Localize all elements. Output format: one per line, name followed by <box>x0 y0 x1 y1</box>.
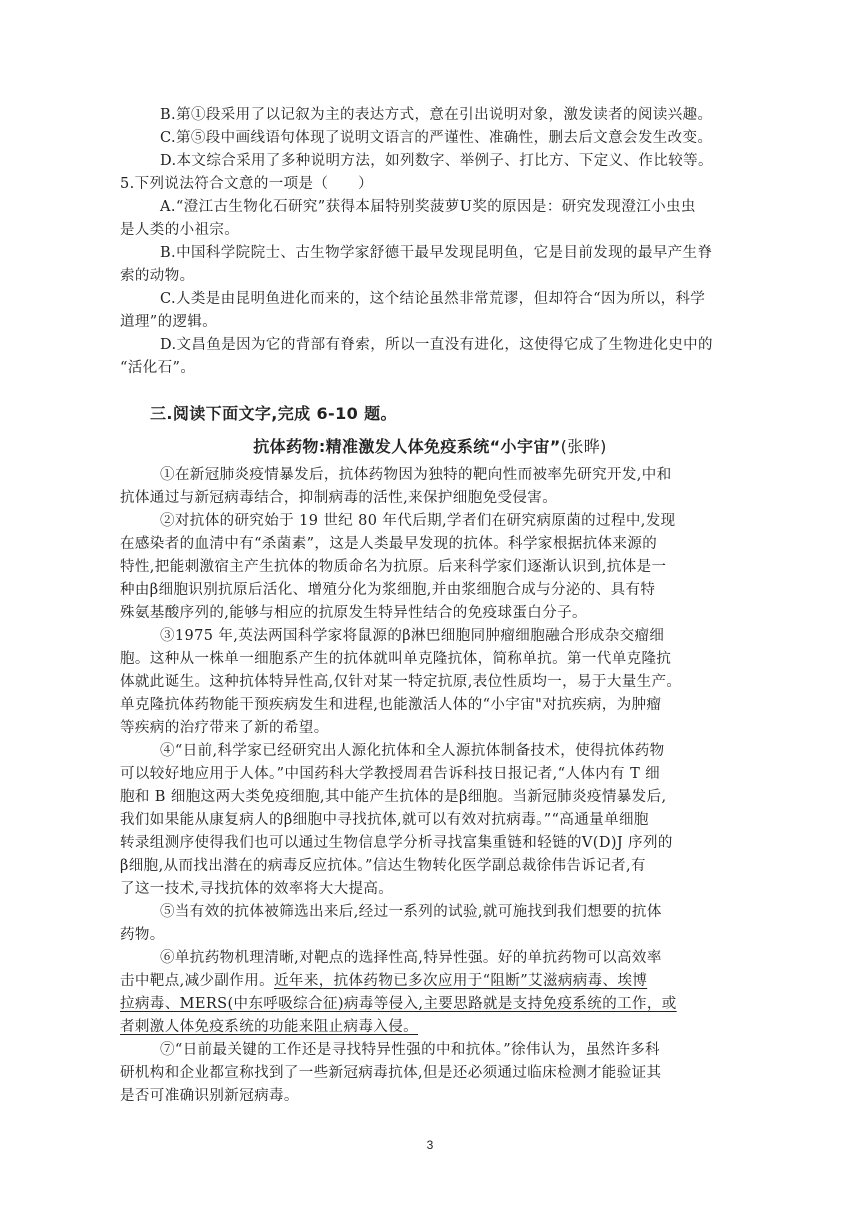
option-q5-c-line2: 道理”的逻辑。 <box>120 314 218 330</box>
article-author: (张晔) <box>560 437 607 456</box>
option-q5-d-line2: “活化石”。 <box>120 360 196 376</box>
option-q5-d-line1: D.文昌鱼是因为它的背部有脊索，所以一直没有进化，这使得它成了生物进化史中的 <box>160 337 713 353</box>
option-q4-b: B.第①段采用了以记叙为主的表达方式，意在引出说明对象，激发读者的阅读兴趣。 <box>160 107 713 123</box>
paragraph-line: 我们如果能从康复病人的β细胞中寻找抗体,就可以有效对抗病毒。”“高通量单细胞 <box>120 812 649 828</box>
paragraph-line: 胞和 B 细胞这两大类免疫细胞,其中能产生抗体的是β细胞。当新冠肺炎疫情暴发后, <box>120 789 667 805</box>
paragraph-line: 药物。 <box>120 927 165 943</box>
paragraph-line: 是否可准确识别新冠病毒。 <box>120 1088 299 1104</box>
option-q5-c-line1: C.人类是由昆明鱼进化而来的，这个结论虽然非常荒谬，但却符合“因为所以，科学 <box>160 291 706 307</box>
question-5-stem: 5.下列说法符合文意的一项是（ ） <box>120 176 374 192</box>
article-title-text: 抗体药物:精准激发人体免疫系统“小宇宙” <box>253 437 561 456</box>
option-q5-b-line2: 索的动物。 <box>120 268 195 284</box>
paragraph-line: ②对抗体的研究始于 19 世纪 80 年代后期,学者们在研究病原菌的过程中,发现 <box>160 513 676 529</box>
paragraph-line: 特性,把能刺激宿主产生抗体的物质命名为抗原。后来科学家们逐渐认识到,抗体是一 <box>120 559 667 575</box>
underlined-sentence: 拉病毒、MERS(中东呼吸综合征)病毒等侵入,主要思路就是支持免疫系统的工作，或 <box>120 996 677 1012</box>
paragraph-line: 种由β细胞识别抗原后活化、增殖分化为浆细胞,并由浆细胞合成与分泌的、具有特 <box>120 582 656 598</box>
paragraph-line: ①在新冠肺炎疫情暴发后，抗体药物因为独特的靶向性而被率先研究开发,中和 <box>160 467 672 483</box>
option-q4-d: D.本文综合采用了多种说明方法，如列数字、举例子、打比方、下定义、作比较等。 <box>160 153 713 169</box>
option-q4-c: C.第⑤段中画线语句体现了说明文语言的严谨性、准确性，删去后文意会发生改变。 <box>160 130 713 146</box>
underlined-sentence: 近年来，抗体药物已多次应用于“阻断”艾滋病病毒、埃博 <box>274 973 648 989</box>
option-q5-b-line1: B.中国科学院院士、古生物学家舒德干最早发现昆明鱼，它是目前发现的最早产生脊 <box>160 245 713 261</box>
paragraph-line: 转录组测序使得我们也可以通过生物信息学分析寻找富集重链和轻链的Ⅴ(D)J 序列的 <box>120 835 673 851</box>
paragraph-line: 胞。这种从一株单一细胞系产生的抗体就叫单克隆抗体，简称单抗。第一代单克隆抗 <box>120 651 672 667</box>
paragraph-line: β细胞,从而找出潜在的病毒反应抗体。”信达生物转化医学副总裁徐伟告诉记者,有 <box>120 858 646 874</box>
paragraph-line: 可以较好地应用于人体。”中国药科大学教授周君告诉科技日报记者,“人体内有 T 细 <box>120 766 661 782</box>
paragraph-line: ⑦“日前最关键的工作还是寻找特异性强的中和抗体。”徐伟认为，虽然许多科 <box>160 1042 661 1058</box>
article-title <box>0 436 860 458</box>
underlined-sentence: 者刺激人体免疫系统的功能来阻止病毒入侵。 <box>120 1019 418 1035</box>
paragraph-line: 单克隆抗体药物能干预疾病发生和进程,也能激活人体的“小宇宙"对抗疾病，为肿瘤 <box>120 697 662 713</box>
paragraph-line: ⑤当有效的抗体被筛选出来后,经过一系列的试验,就可施找到我们想要的抗体 <box>160 904 662 920</box>
paragraph-line: ③1975 年,英法两国科学家将鼠源的β淋巴细胞同肿瘤细胞融合形成杂交瘤细 <box>160 628 665 644</box>
paragraph-line: 体就此诞生。这种抗体特异性高,仅针对某一特定抗原,表位性质均一，易于大量生产。 <box>120 674 682 690</box>
paragraph-line: 在感染者的血清中有“杀菌素”，这是人类最早发现的抗体。科学家根据抗体来源的 <box>120 536 658 552</box>
option-q5-a-line1: A.“澄江古生物化石研究”获得本届特别奖菠萝U奖的原因是：研究发现澄江小虫虫 <box>160 199 696 215</box>
section-heading: 三.阅读下面文字,完成 6-10 题。 <box>150 404 397 423</box>
paragraph-text: 击中靶点,减少副作用。 <box>120 973 275 989</box>
paragraph-line <box>120 970 740 992</box>
paragraph-line: 研机构和企业都宣称找到了一些新冠病毒抗体,但是还必须通过临床检测才能验证其 <box>120 1065 662 1081</box>
option-q5-a-line2: 是人类的小祖宗。 <box>120 222 240 238</box>
paragraph-line: 殊氨基酸序列的,能够与相应的抗原发生特异性结合的免疫球蛋白分子。 <box>120 605 587 621</box>
paragraph-line: ⑥单抗药物机理清晰,对靶点的选择性高,特异性强。好的单抗药物可以高效率 <box>160 950 662 966</box>
page-number: 3 <box>426 1138 434 1152</box>
paragraph-line: 等疾病的治疗带来了新的希望。 <box>120 720 329 736</box>
paragraph-line: ④“日前,科学家已经研究出人源化抗体和全人源抗体制备技术，使得抗体药物 <box>160 743 665 759</box>
paragraph-line: 了这一技术,寻找抗体的效率将大大提高。 <box>120 881 394 897</box>
paragraph-line: 抗体通过与新冠病毒结合，抑制病毒的活性,来保护细胞免受侵害。 <box>120 490 558 506</box>
